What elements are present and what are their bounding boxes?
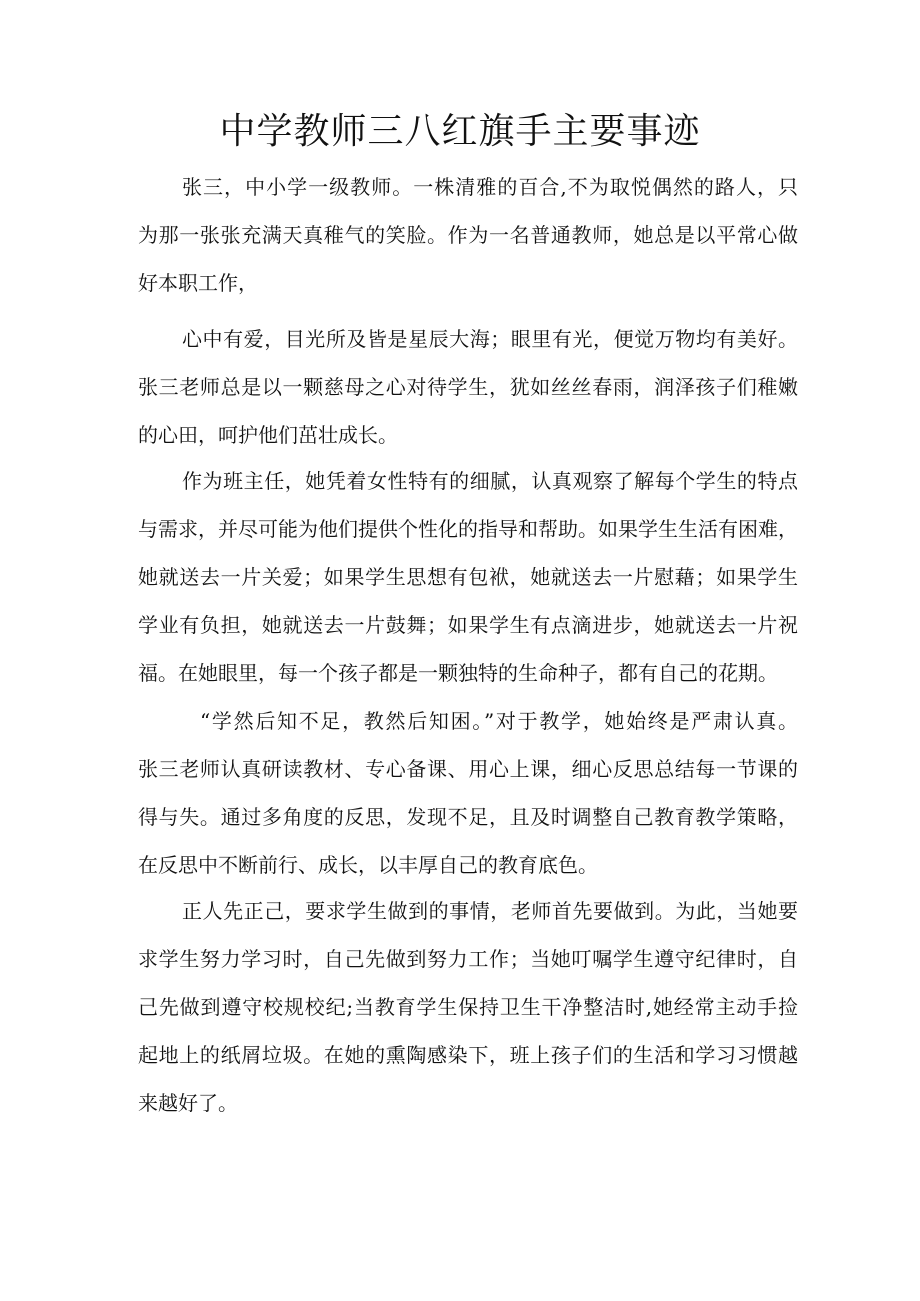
paragraph-2 (138, 315, 798, 459)
paragraph-line: 己先做到遵守校规校纪;当教育学生保持卫生干净整洁时,她经常主动手捡 (138, 995, 798, 1019)
paragraph-line: 在反思中不断前行、成长，以丰厚自己的教育底色。 (138, 853, 598, 877)
paragraph-line: 张三老师总是以一颗慈母之心对待学生，犹如丝丝春雨，润泽孩子们稚嫩 (138, 375, 798, 399)
paragraph-line: 与需求，并尽可能为他们提供个性化的指导和帮助。如果学生生活有困难， (138, 517, 798, 541)
paragraph-line: 作为班主任，她凭着女性特有的细腻，认真观察了解每个学生的特点 (182, 469, 798, 493)
paragraph-line: 为那一张张充满天真稚气的笑脸。作为一名普通教师，她总是以平常心做 (138, 223, 798, 247)
paragraph-line: 张三老师认真研读教材、专心备课、用心上课，细心反思总结每一节课的 (138, 757, 798, 781)
document-title: 中学教师三八红旗手主要事迹 (219, 111, 701, 152)
paragraph-line: 得与失。通过多角度的反思，发现不足，且及时调整自己教育教学策略， (138, 805, 798, 829)
paragraph-line: 正人先正己，要求学生做到的事情，老师首先要做到。为此，当她要 (182, 899, 798, 923)
paragraph-line: 来越好了。 (138, 1091, 238, 1115)
paragraph-5 (138, 887, 798, 1127)
paragraph-line: 学业有负担，她就送去一片鼓舞；如果学生有点滴进步，她就送去一片祝 (138, 613, 798, 637)
paragraph-line: 好本职工作， (138, 271, 258, 295)
paragraph-1 (138, 163, 798, 307)
paragraph-line: “学然后知不足，教然后知困。”对于教学，她始终是严肃认真。 (200, 709, 798, 733)
paragraph-line: 张三，中小学一级教师。一株清雅的百合,不为取悦偶然的路人，只 (182, 175, 798, 199)
paragraph-line: 福。在她眼里，每一个孩子都是一颗独特的生命种子，都有自己的花期。 (138, 661, 778, 685)
paragraph-4 (138, 697, 798, 889)
paragraph-line: 她就送去一片关爱；如果学生思想有包袱，她就送去一片慰藉；如果学生 (138, 565, 798, 589)
paragraph-line: 心中有爱，目光所及皆是星辰大海；眼里有光，便觉万物均有美好。 (182, 327, 798, 351)
paragraph-3 (138, 457, 798, 697)
paragraph-line: 起地上的纸屑垃圾。在她的熏陶感染下，班上孩子们的生活和学习习惯越 (138, 1043, 798, 1067)
paragraph-line: 的心田，呵护他们茁壮成长。 (138, 423, 398, 447)
paragraph-line: 求学生努力学习时，自己先做到努力工作；当她叮嘱学生遵守纪律时，自 (138, 947, 798, 971)
